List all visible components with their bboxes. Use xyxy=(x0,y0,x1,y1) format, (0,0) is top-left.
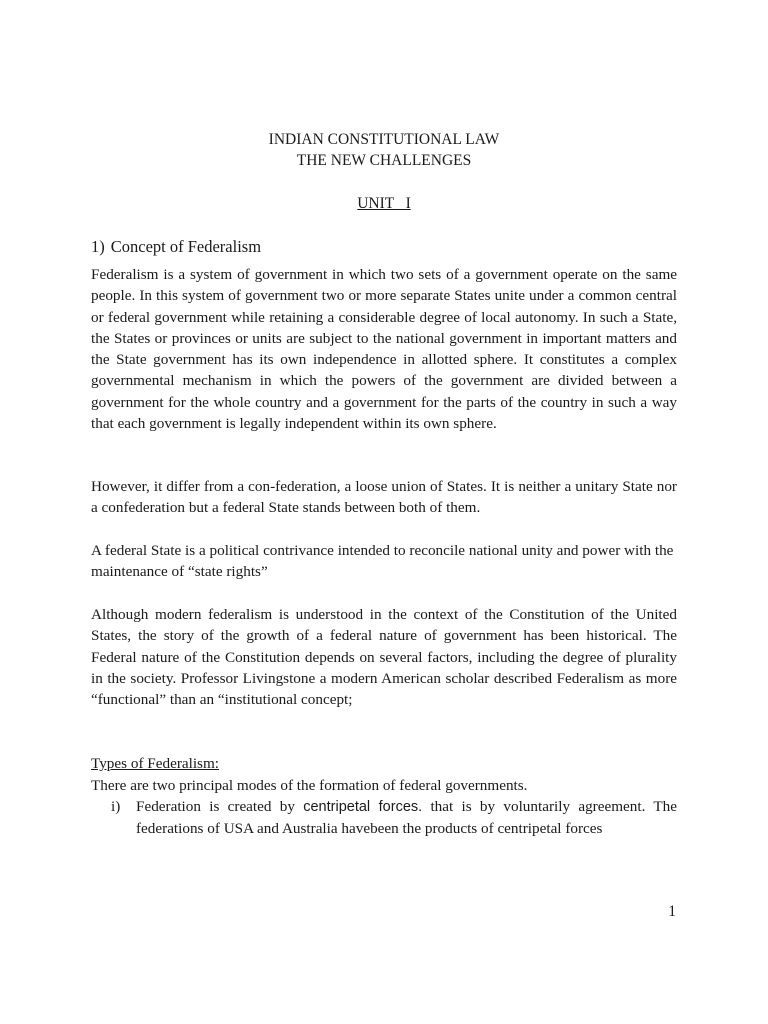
paragraph-modern-federalism: Although modern federalism is understood in the context of the Constitution of the United States, the story of the growth of a federal nature of government has been historical. The Federal nature of the Constitution depends on several factors, including the degree of plurality in the society. Professor Livingstone a modern American scholar described Federalism as more “functional” than an “institutional concept; xyxy=(91,606,677,709)
list-text-before: Federation is created by xyxy=(136,798,304,815)
page-number: 1 xyxy=(668,903,676,920)
types-heading: Types of Federalism: xyxy=(91,755,220,772)
list-text-after: that is by voluntarily agreement. The federations of USA and Australia havebeen the products of centripetal forces xyxy=(136,798,677,838)
section-number: 1) xyxy=(91,237,105,256)
list-item xyxy=(111,796,677,840)
paragraph-state-rights: A federal State is a political contrivance intended to reconcile national unity and power with the maintenance of “state rights” xyxy=(91,542,674,581)
list-text-emphasis: centripetal forces. xyxy=(303,799,423,815)
paragraph-definition: Federalism is a system of government in which two sets of a government operate on the same people. In this system of government two or more separate States unite under a common central or federal government while retaining a considerable degree of local autonomy. In such a State, the States or provinces or units are subject to the national government in important matters and the State government has its own independence in allotted sphere. It constitutes a complex governmental mechanism in which the powers of the government are divided between a government for the whole country and a government for the parts of the country in such a way that each government is legally independent within its own sphere. xyxy=(91,266,677,433)
list-item-text xyxy=(136,796,677,840)
section-heading xyxy=(91,236,261,258)
types-intro: There are two principal modes of the formation of federal governments. xyxy=(91,777,528,794)
document-title-line-1: INDIAN CONSTITUTIONAL LAW xyxy=(268,131,500,148)
paragraph-confederation: However, it differ from a con-federation, a loose union of States. It is neither a unitary State nor a confederation but a federal State stands between both of them. xyxy=(91,478,677,517)
section-title: Concept of Federalism xyxy=(110,237,262,256)
document-title-line-2: THE NEW CHALLENGES xyxy=(296,152,472,169)
unit-heading: UNIT I xyxy=(357,195,411,212)
list-marker: i) xyxy=(111,798,121,815)
